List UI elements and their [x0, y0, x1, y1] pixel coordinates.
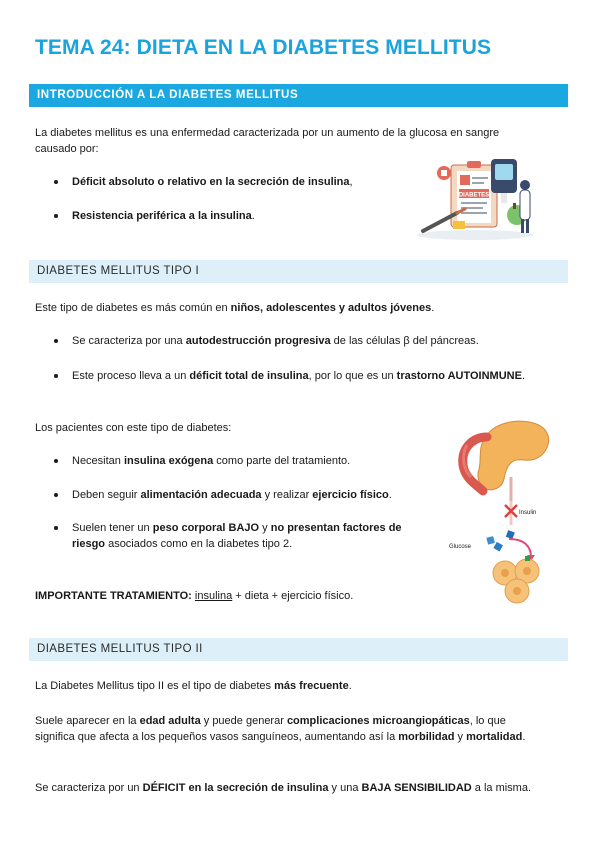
bold-text: edad adulta: [139, 715, 201, 727]
underlined-text: insulina: [194, 590, 233, 602]
bullet-icon: [54, 374, 58, 378]
bold-text: trastorno AUTOINMUNE: [396, 370, 522, 382]
text: Suelen tener un: [72, 522, 153, 534]
bold-text: BAJA SENSIBILIDAD: [361, 782, 472, 794]
bullet-icon: [54, 180, 58, 184]
text: .: [348, 680, 352, 692]
text: Este proceso lleva a un: [72, 370, 190, 382]
bold-text: niños, adolescentes y adultos jóvenes: [230, 302, 432, 314]
list-item: [72, 174, 353, 190]
bold-text: Déficit absoluto o relativo en la secreción de insulina: [72, 176, 350, 188]
section-heading-type1: DIABETES MELLITUS TIPO I: [29, 260, 568, 283]
bold-text: DÉFICIT en la secreción de insulina: [142, 782, 329, 794]
text: y: [454, 731, 467, 743]
text: de las células β del páncreas.: [330, 335, 479, 347]
list-item: [72, 487, 392, 503]
text: Deben seguir: [72, 489, 141, 501]
bullet-icon: [54, 339, 58, 343]
list-item: [72, 208, 255, 224]
section-heading-intro: INTRODUCCIÓN A LA DIABETES MELLITUS: [29, 84, 568, 107]
page-title: TEMA 24: DIETA EN LA DIABETES MELLITUS: [35, 36, 492, 59]
list-item: [72, 368, 525, 384]
text: La Diabetes Mellitus tipo II es el tipo de diabetes: [35, 680, 275, 692]
text: Se caracteriza por una: [72, 335, 186, 347]
text: y una: [328, 782, 362, 794]
text: y puede generar: [200, 715, 287, 727]
text: Suele aparecer en la: [35, 715, 140, 727]
bold-text: más frecuente: [274, 680, 349, 692]
text: .: [521, 370, 525, 382]
intro-paragraph: [35, 125, 499, 157]
intro-line-1: La diabetes mellitus es una enfermedad caracterizada por un aumento de la glucosa en sangre: [35, 127, 500, 139]
bullet-icon: [54, 214, 58, 218]
text: significa que afecta a los pequeños vasos sanguíneos, aumentando así la: [35, 731, 399, 743]
text: Este tipo de diabetes es más común en: [35, 302, 231, 314]
list-item: [72, 520, 402, 552]
type1-paragraph-2: Los pacientes con este tipo de diabetes:: [35, 422, 232, 434]
bullet-icon: [54, 459, 58, 463]
text: Se caracteriza por un: [35, 782, 143, 794]
illustration-label: DIABETES: [458, 192, 490, 199]
bold-text: autodestrucción progresiva: [185, 335, 331, 347]
text: + dieta + ejercicio físico.: [232, 590, 354, 602]
type2-paragraph-3: [35, 780, 531, 796]
text: .: [431, 302, 435, 314]
text: y: [259, 522, 271, 534]
intro-line-2: causado por:: [35, 143, 99, 155]
bold-text: Resistencia periférica a la insulina: [72, 210, 252, 222]
glucose-label: Glucose: [449, 544, 472, 550]
bold-text: riesgo: [72, 538, 106, 550]
text: Necesitan: [72, 455, 124, 467]
bold-text: complicaciones microangiopáticas: [286, 715, 470, 727]
text: y realizar: [261, 489, 313, 501]
insulin-label: Insulin: [519, 510, 537, 516]
bold-text: alimentación adecuada: [140, 489, 262, 501]
bold-text: morbilidad: [398, 731, 455, 743]
type2-paragraph-1: [35, 678, 352, 694]
text: .: [522, 731, 526, 743]
text: como parte del tratamiento.: [213, 455, 351, 467]
text: ,: [349, 176, 353, 188]
bold-text: no presentan factores de: [270, 522, 402, 534]
bold-text: mortalidad: [466, 731, 523, 743]
list-item: [72, 453, 350, 469]
text: .: [388, 489, 392, 501]
bold-text: IMPORTANTE TRATAMIENTO:: [35, 590, 192, 602]
bold-text: ejercicio físico: [312, 489, 389, 501]
text: asociados como en la diabetes tipo 2.: [105, 538, 293, 550]
section-heading-type2: DIABETES MELLITUS TIPO II: [29, 638, 568, 661]
list-item: [72, 333, 479, 349]
bullet-icon: [54, 493, 58, 497]
type1-paragraph-1: [35, 300, 434, 316]
pancreas-insulin-illustration: [447, 415, 557, 607]
text: a la misma.: [471, 782, 532, 794]
text: , por lo que es un: [308, 370, 397, 382]
type2-paragraph-2: [35, 713, 525, 745]
bold-text: insulina exógena: [123, 455, 214, 467]
text: .: [251, 210, 255, 222]
bullet-icon: [54, 526, 58, 530]
text: , lo que: [469, 715, 506, 727]
diabetes-illustration: [413, 155, 537, 241]
bold-text: peso corporal BAJO: [152, 522, 260, 534]
bold-text: déficit total de insulina: [189, 370, 309, 382]
important-treatment: [35, 588, 353, 604]
